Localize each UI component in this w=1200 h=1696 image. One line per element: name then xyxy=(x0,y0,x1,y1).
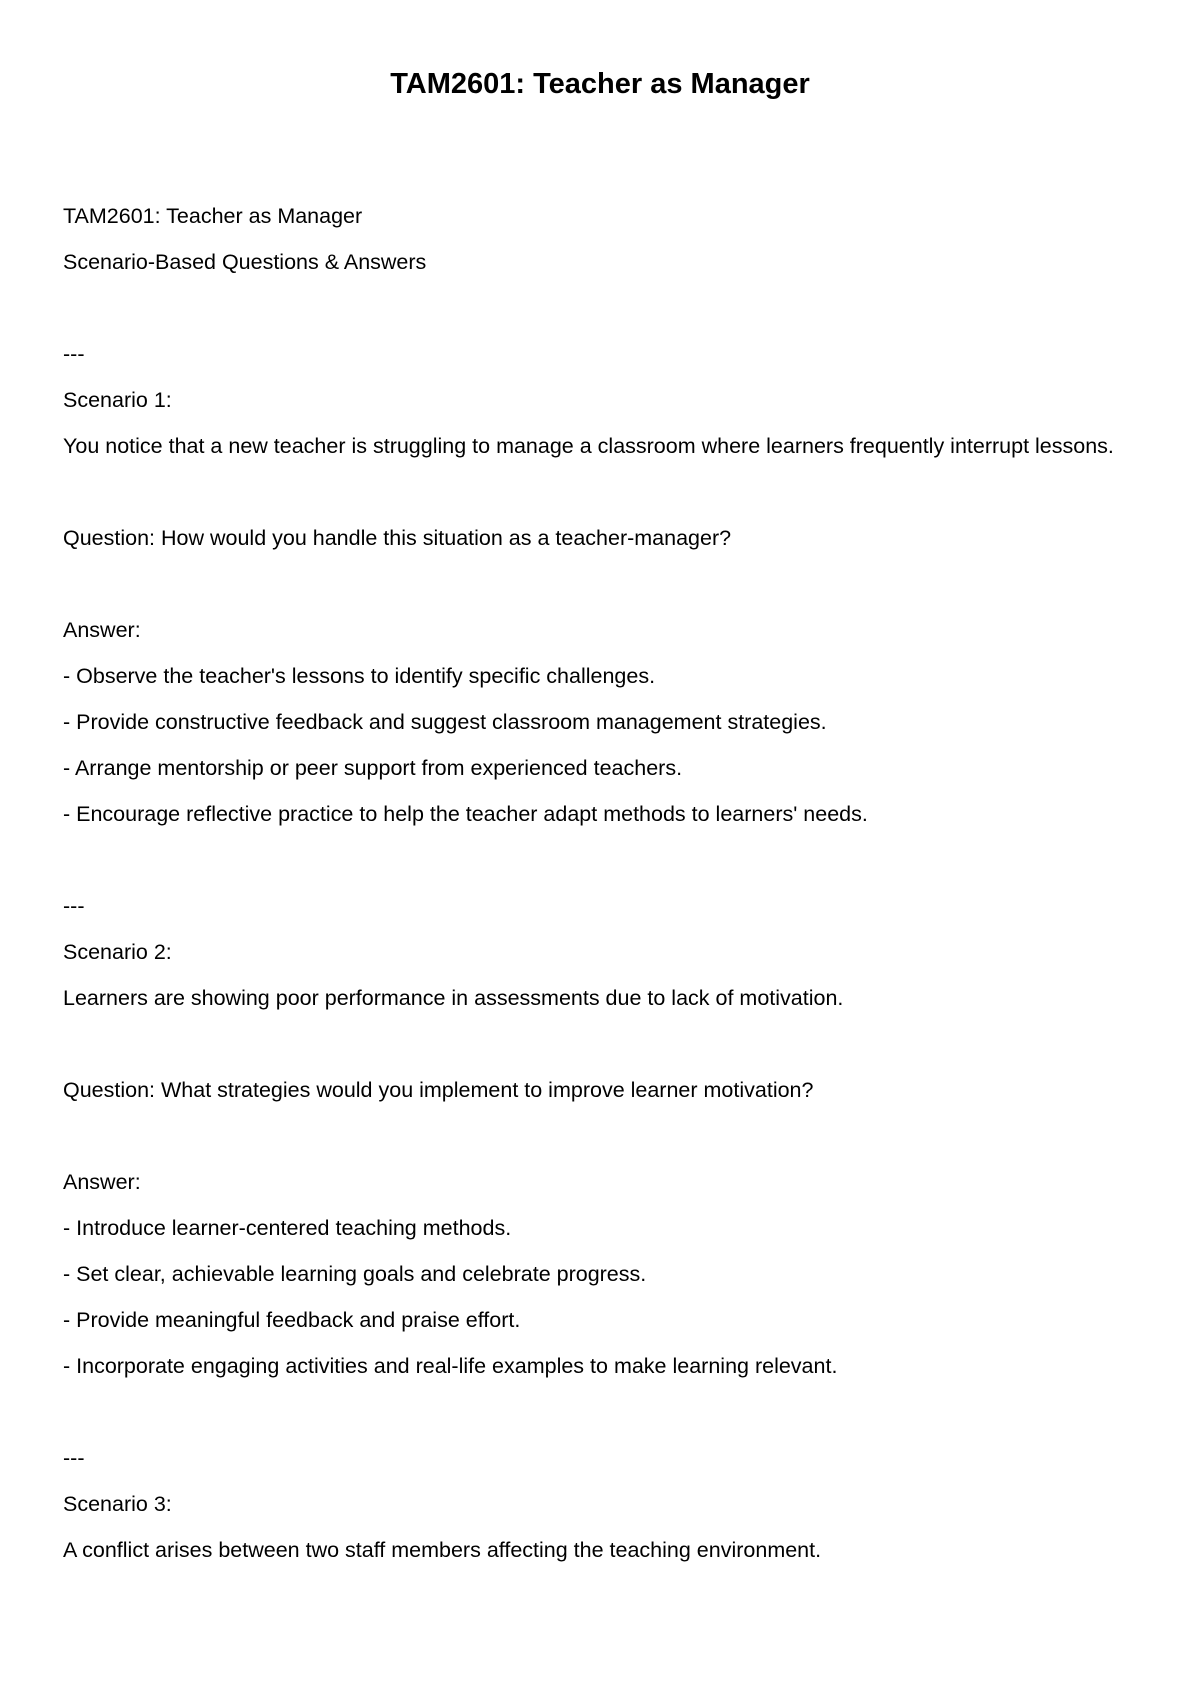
scenario-2-heading: Scenario 2: xyxy=(63,940,172,964)
section-separator: --- xyxy=(63,342,85,366)
spacer xyxy=(63,285,1143,331)
spacer xyxy=(63,1113,1143,1159)
scenario-2-answer-label: Answer: xyxy=(63,1170,141,1194)
subtitle-line-2: Scenario-Based Questions & Answers xyxy=(63,250,427,274)
scenario-1-heading: Scenario 1: xyxy=(63,388,172,412)
scenario-1-question: Question: How would you handle this situation as a teacher-manager? xyxy=(63,526,732,550)
scenario-3-description: A conflict arises between two staff members affecting the teaching environment. xyxy=(63,1538,822,1562)
scenario-2-answer-item: - Incorporate engaging activities and real-life examples to make learning relevant. xyxy=(63,1354,838,1378)
spacer xyxy=(63,561,1143,607)
scenario-2-answer-item: - Set clear, achievable learning goals and celebrate progress. xyxy=(63,1262,647,1286)
scenario-1-description: You notice that a new teacher is struggling to manage a classroom where learners frequently interrupt lessons. xyxy=(63,434,1114,458)
scenario-1-answer-item: - Observe the teacher's lessons to identify specific challenges. xyxy=(63,664,656,688)
section-separator: --- xyxy=(63,1446,85,1470)
subtitle-line-1: TAM2601: Teacher as Manager xyxy=(63,204,363,228)
document-body xyxy=(63,193,1143,1573)
document-title: TAM2601: Teacher as Manager xyxy=(390,68,810,100)
scenario-2-question: Question: What strategies would you implement to improve learner motivation? xyxy=(63,1078,814,1102)
spacer xyxy=(63,1389,1143,1435)
spacer xyxy=(63,837,1143,883)
scenario-1-answer-item: - Arrange mentorship or peer support from experienced teachers. xyxy=(63,756,683,780)
scenario-1-answer-item: - Encourage reflective practice to help the teacher adapt methods to learners' needs. xyxy=(63,802,868,826)
scenario-3-heading: Scenario 3: xyxy=(63,1492,172,1516)
spacer xyxy=(63,1021,1143,1067)
scenario-2-answer-item: - Provide meaningful feedback and praise effort. xyxy=(63,1308,521,1332)
scenario-2-answer-item: - Introduce learner-centered teaching methods. xyxy=(63,1216,512,1240)
scenario-1-answer-label: Answer: xyxy=(63,618,141,642)
scenario-2-description: Learners are showing poor performance in assessments due to lack of motivation. xyxy=(63,986,844,1010)
spacer xyxy=(63,469,1143,515)
scenario-1-answer-item: - Provide constructive feedback and suggest classroom management strategies. xyxy=(63,710,827,734)
section-separator: --- xyxy=(63,894,85,918)
